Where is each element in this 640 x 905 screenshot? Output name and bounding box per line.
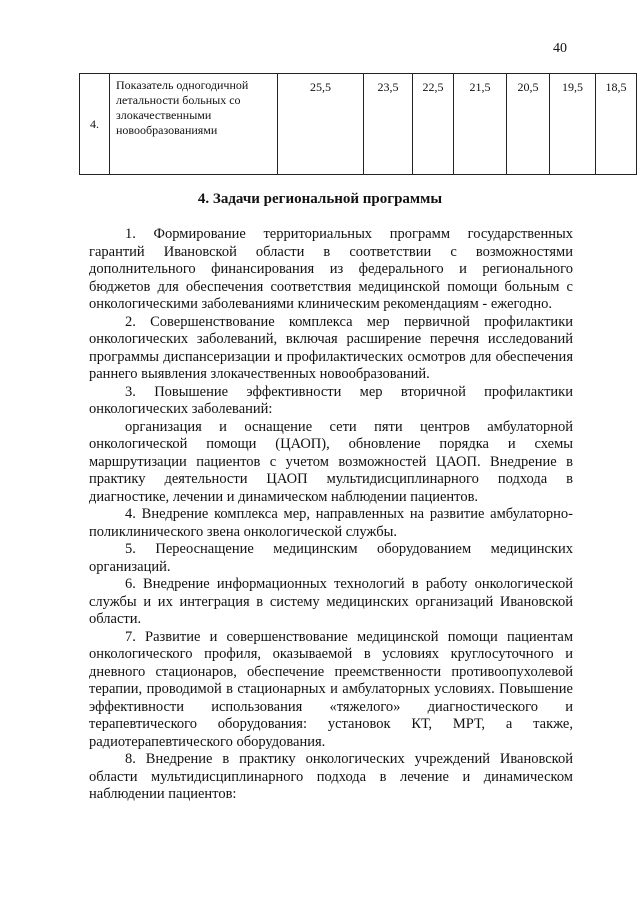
value-cell: 21,5 (454, 74, 507, 175)
task-paragraph: 7. Развитие и совершенствование медицинской помощи пациентам онкологического профиля, оказываемой в условиях круглосуточного и дневного стационаров, обеспечение преемственности противоопухолевой терапии, проводимой в стационарных и амбулаторных условиях. Повышение эффективности использования «тяжелого» диагностического и терапевтического оборудования: установок КТ, МРТ, а также, радиотерапевтического оборудования. (89, 628, 573, 750)
indicator-table (79, 73, 637, 175)
value-cell: 23,5 (364, 74, 413, 175)
value-cell: 25,5 (278, 74, 364, 175)
task-paragraph: организация и оснащение сети пяти центров амбулаторной онкологической помощи (ЦАОП), обновление порядка и схемы маршрутизации пациентов с учетом возможностей ЦАОП. Внедрение в практику деятельности ЦАОП мультидисциплинарного подхода в диагностике, лечении и динамическом наблюдении пациентов. (89, 418, 573, 505)
task-paragraph: 2. Совершенствование комплекса мер первичной профилактики онкологических заболеваний, включая расширение перечня исследований программы диспансеризации и профилактических осмотров для обеспечения раннего выявления злокачественных новообразований. (89, 313, 573, 382)
indicator-name: Показатель одногодичной летальности больных со злокачественными новообразованиями (110, 74, 278, 175)
table-row (80, 74, 637, 175)
page-number: 40 (553, 41, 567, 56)
task-paragraph: 8. Внедрение в практику онкологических учреждений Ивановской области мультидисциплинарного подхода в лечение и динамическом наблюдении пациентов: (89, 751, 573, 802)
task-paragraph: 4. Внедрение комплекса мер, направленных на развитие амбулаторно-поликлинического звена онкологической службы. (89, 506, 573, 540)
section-title: 4. Задачи региональной программы (197, 191, 443, 207)
task-paragraph: 1. Формирование территориальных программ государственных гарантий Ивановской области в соответствии с возможностями дополнительного финансирования из федерального и регионального бюджетов для обеспечения соответствия медицинской помощи больным с онкологическими заболеваниями клиническим рекомендациям - ежегодно. (89, 226, 573, 312)
task-paragraph: 6. Внедрение информационных технологий в работу онкологической службы и их интеграция в систему медицинских организаций Ивановской области. (89, 576, 573, 627)
task-paragraph: 3. Повышение эффективности мер вторичной профилактики онкологических заболеваний: (89, 383, 573, 417)
value-cell: 19,5 (550, 74, 596, 175)
row-number: 4. (80, 74, 110, 175)
section-body (89, 226, 573, 804)
value-cell: 22,5 (413, 74, 454, 175)
value-cell: 20,5 (507, 74, 550, 175)
value-cell: 18,5 (596, 74, 637, 175)
task-paragraph: 5. Переоснащение медицинским оборудованием медицинских организаций. (89, 541, 573, 575)
